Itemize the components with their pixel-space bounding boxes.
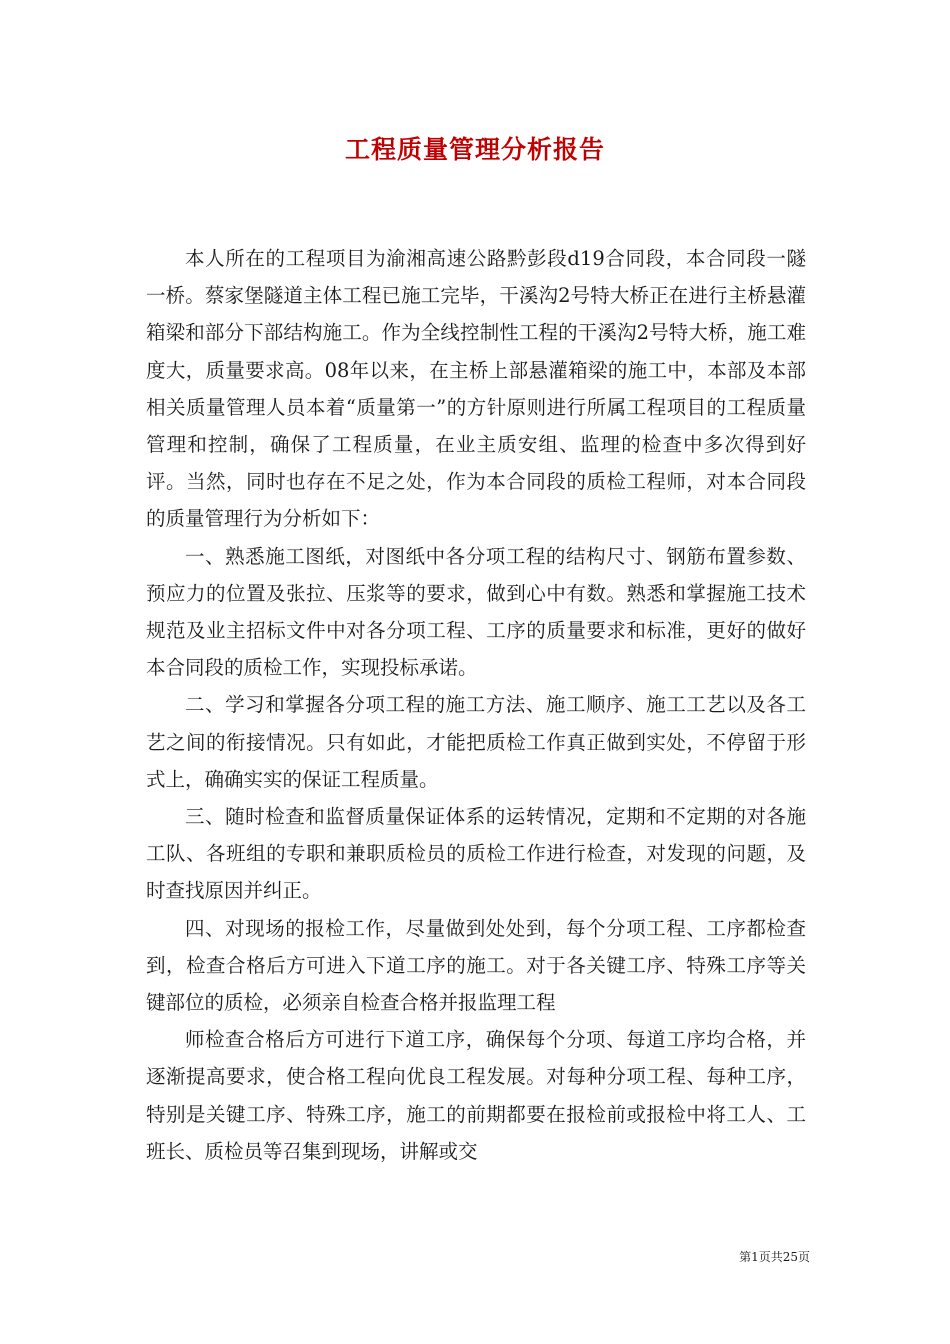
paragraph-5: 师检查合格后方可进行下道工序，确保每个分项、每道工序均合格，并逐渐提高要求，使合格工程向优良工程发展。对每种分项工程、每种工序，特别是关键工序、特殊工序，施工的前期都要在报检前或报检中将工人、工班长、质检员等召集到现场，讲解或交 bbox=[146, 1028, 806, 1163]
document-title: 工程质量管理分析报告 bbox=[344, 135, 605, 164]
paragraph-1: 一、熟悉施工图纸，对图纸中各分项工程的结构尺寸、钢筋布置参数、预应力的位置及张拉、压浆等的要求，做到心中有数。熟悉和掌握施工技术规范及业主招标文件中对各分项工程、工序的质量要求和标准，更好的做好本合同段的质检工作，实现投标承诺。 bbox=[146, 544, 806, 680]
page-number-footer: 第1页共25页 bbox=[739, 1250, 810, 1264]
paragraph-intro: 本人所在的工程项目为渝湘高速公路黔彭段d19合同段，本合同段一隧一桥。蔡家堡隧道主体工程已施工完毕，干溪沟2号特大桥正在进行主桥悬灌箱梁和部分下部结构施工。作为全线控制性工程的干溪沟2号特大桥，施工难度大，质量要求高。08年以来，在主桥上部悬灌箱梁的施工中，本部及本部相关质量管理人员本着“质量第一”的方针原则进行所属工程项目的工程质量管理和控制，确保了工程质量，在业主质安组、监理的检查中多次得到好评。当然，同时也存在不足之处，作为本合同段的质检工程师，对本合同段的质量管理行为分析如下： bbox=[146, 247, 806, 531]
paragraph-3: 三、随时检查和监督质量保证体系的运转情况，定期和不定期的对各施工队、各班组的专职和兼职质检员的质检工作进行检查，对发现的问题，及时查找原因并纠正。 bbox=[146, 805, 806, 903]
paragraph-2: 二、学习和掌握各分项工程的施工方法、施工顺序、施工工艺以及各工艺之间的衔接情况。只有如此，才能把质检工作真正做到实处，不停留于形式上，确确实实的保证工程质量。 bbox=[146, 693, 806, 791]
paragraph-4: 四、对现场的报检工作，尽量做到处处到，每个分项工程、工序都检查到，检查合格后方可进入下道工序的施工。对于各关键工序、特殊工序等关键部位的质检，必须亲自检查合格并报监理工程 bbox=[146, 916, 806, 1015]
document-body bbox=[146, 240, 806, 1170]
